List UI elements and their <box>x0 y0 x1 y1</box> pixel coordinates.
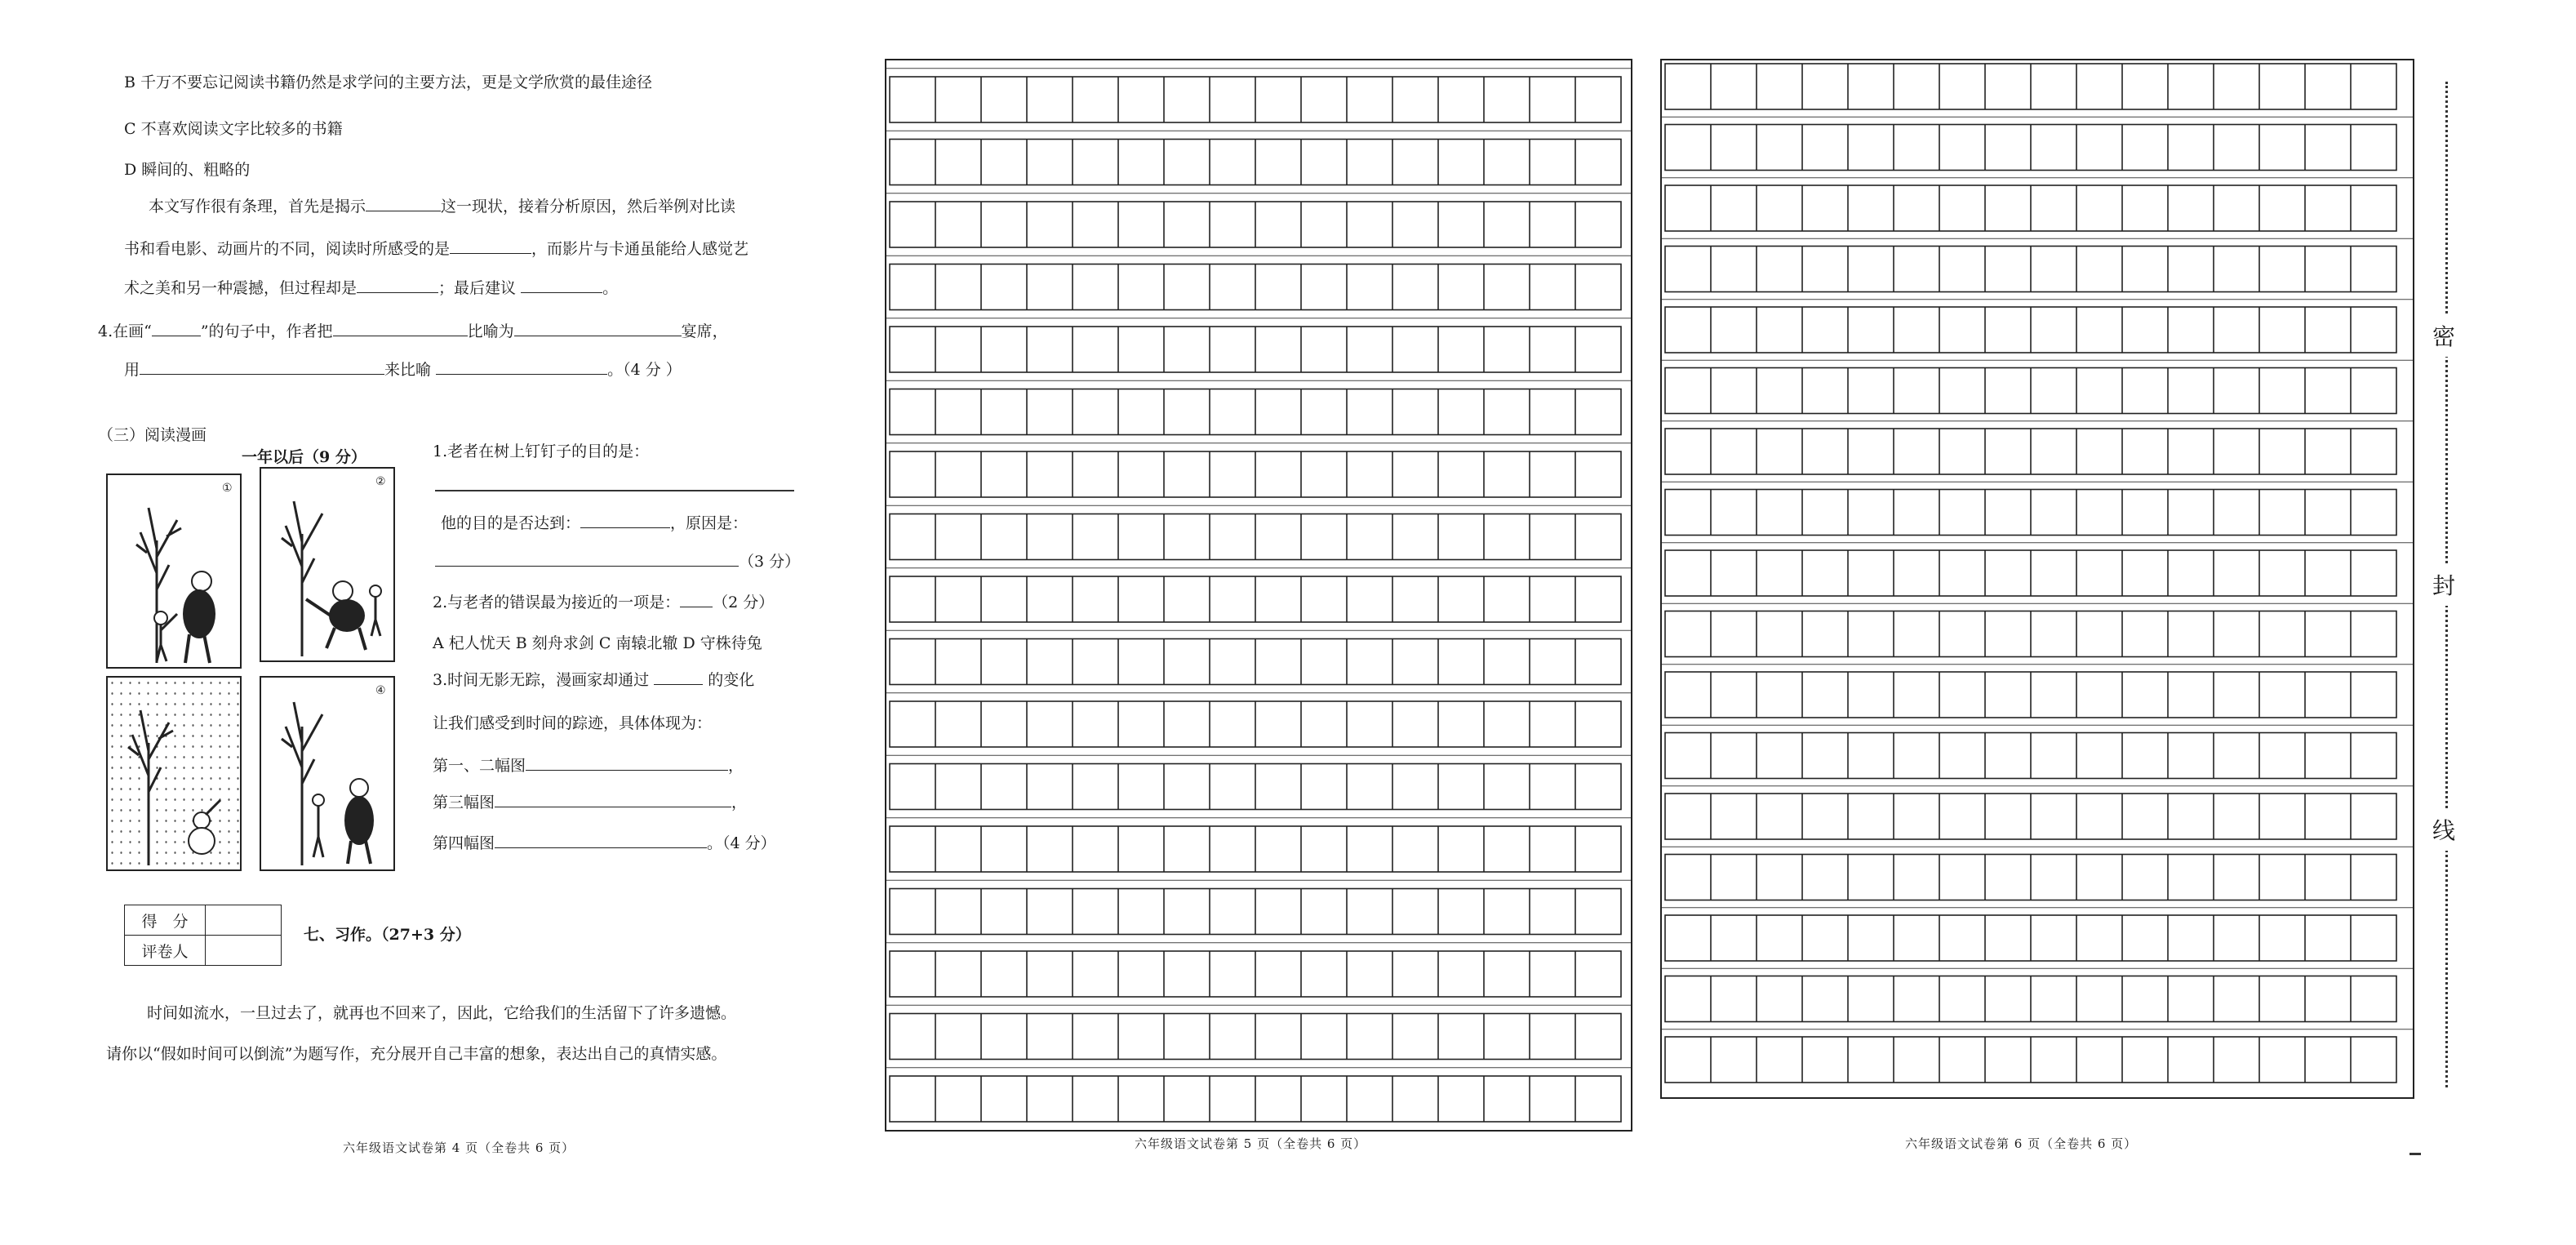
answer-line[interactable] <box>435 490 794 491</box>
page-4-footer: 六年级语文试卷第 4 页（全卷共 6 页） <box>343 1141 575 1155</box>
writing-grid-page-6[interactable] <box>1660 59 2414 1099</box>
comic-question-1b: 他的目的是否达到： ，原因是： <box>441 514 748 532</box>
comic-panel-2 <box>260 467 395 662</box>
answer-blank[interactable] <box>140 359 384 375</box>
character-grid[interactable] <box>886 60 1631 1130</box>
score-cell[interactable] <box>206 905 282 936</box>
comic-panel-4 <box>260 676 395 871</box>
exam-page-4 <box>0 0 865 1245</box>
score-table <box>124 905 282 966</box>
comic-question-1: 1.老者在树上钉钉子的目的是： <box>433 442 650 460</box>
option-d: D 瞬间的、粗略的 <box>124 161 251 179</box>
page-5-footer: 六年级语文试卷第 5 页（全卷共 6 页） <box>1135 1136 1367 1151</box>
comic-answer-row-3: 第四幅图 。（4 分） <box>433 834 776 852</box>
writing-prompt-line-1: 时间如流水，一旦过去了，就再也不回来了，因此，它给我们的生活留下了许多遗憾。 <box>147 1004 737 1022</box>
grader-label: 评卷人 <box>125 936 206 966</box>
seal-char-xian: 线 <box>2431 808 2457 851</box>
answer-blank[interactable] <box>450 238 531 254</box>
answer-blank[interactable] <box>495 792 731 807</box>
answer-blank[interactable] <box>333 321 468 336</box>
answer-blank[interactable] <box>526 755 728 771</box>
question-4-line-1: 4.在画“ ”的句子中，作者把 比喻为 宴席， <box>98 322 728 340</box>
answer-blank[interactable] <box>495 833 707 848</box>
answer-blank[interactable] <box>436 359 607 375</box>
svg-text:④: ④ <box>375 684 386 697</box>
summary-line-2: 书和看电影、动画片的不同，阅读时所感受的是 ，而影片与卡通虽能给人感觉艺 <box>124 240 749 258</box>
question-4-line-2: 用 来比喻 。（4 分 ） <box>124 361 682 379</box>
comic-answer-row-2: 第三幅图 ， <box>433 794 748 811</box>
comic-answer-row-1: 第一、二幅图 ， <box>433 757 744 775</box>
grader-cell[interactable] <box>206 936 282 966</box>
comic-question-3: 3.时间无影无踪，漫画家却通过 的变化 <box>433 671 755 689</box>
answer-blank[interactable] <box>580 513 670 528</box>
crop-mark <box>2409 1153 2421 1155</box>
comic-scene-4 <box>261 678 393 869</box>
comic-panel-3 <box>106 676 242 871</box>
option-b: B 千万不要忘记阅读书籍仍然是求学问的主要方法，更是文学欣赏的最佳途径 <box>124 73 653 91</box>
comic-title: 一年以后（9 分） <box>242 448 366 466</box>
comic-question-1c: （3 分） <box>435 551 800 572</box>
answer-blank[interactable] <box>435 551 739 567</box>
comic-question-2-options: A 杞人忧天 B 刻舟求剑 C 南辕北辙 D 守株待兔 <box>433 634 762 652</box>
score-label: 得 分 <box>125 905 206 936</box>
comic-scene-2 <box>261 469 393 660</box>
option-c: C 不喜欢阅读文字比较多的书籍 <box>124 120 343 138</box>
comic-scene-1 <box>108 475 240 667</box>
answer-blank[interactable] <box>514 321 682 336</box>
comic-scene-3 <box>108 678 240 869</box>
answer-blank[interactable] <box>357 278 438 293</box>
summary-line-3: 术之美和另一种震撼，但过程却是 ；最后建议 。 <box>124 279 619 297</box>
writing-grid-page-5[interactable] <box>885 59 1632 1132</box>
answer-blank[interactable] <box>654 669 703 685</box>
svg-text:①: ① <box>222 482 233 495</box>
answer-blank[interactable] <box>366 196 441 211</box>
seal-char-feng: 封 <box>2431 563 2457 606</box>
page-6-footer: 六年级语文试卷第 6 页（全卷共 6 页） <box>1905 1136 2138 1151</box>
answer-blank[interactable] <box>680 592 713 607</box>
comic-panel-1 <box>106 474 242 669</box>
section-3-heading: （三）阅读漫画 <box>98 426 207 444</box>
summary-line-1: 本文写作很有条理，首先是揭示 这一现状，接着分析原因，然后举例对比读 <box>149 198 736 216</box>
svg-text:②: ② <box>375 475 386 488</box>
comic-question-2: 2.与老者的错误最为接近的一项是： （2 分） <box>433 594 775 611</box>
comic-question-3-text: 让我们感受到时间的踪迹，具体体现为： <box>433 714 713 732</box>
answer-blank[interactable] <box>521 278 602 293</box>
seal-char-mi: 密 <box>2431 314 2457 357</box>
writing-prompt-line-2: 请你以“假如时间可以倒流”为题写作，充分展开自己丰富的想象，表达出自己的真情实感。 <box>106 1045 727 1063</box>
section-7-heading: 七、习作。（27+3 分） <box>304 926 471 944</box>
character-grid[interactable] <box>1662 60 2413 1097</box>
answer-blank[interactable] <box>152 321 201 336</box>
